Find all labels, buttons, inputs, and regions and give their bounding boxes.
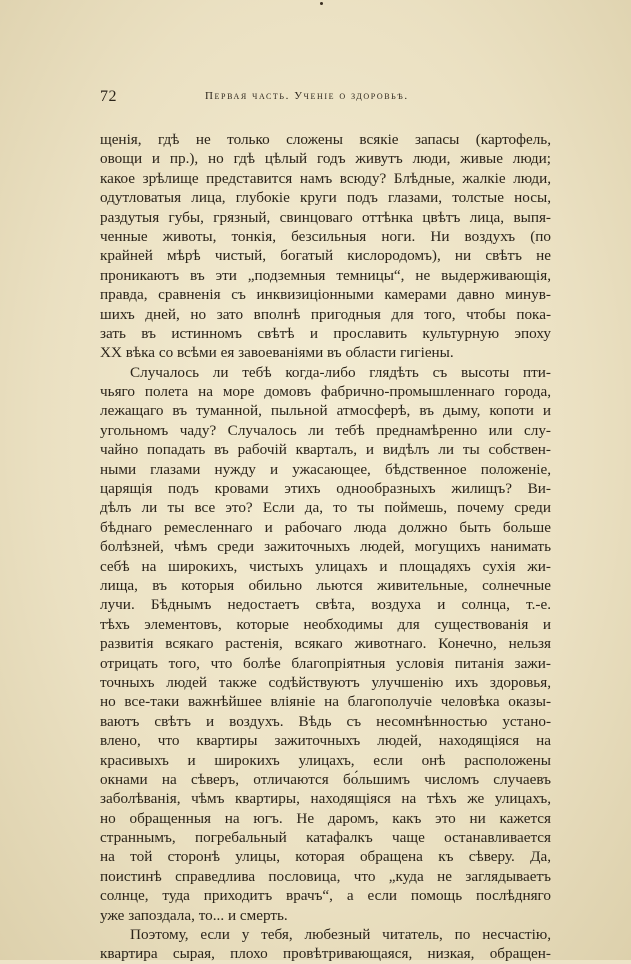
text-line: тѣхъ элементовъ, которые необходимы для существованія и	[100, 615, 551, 633]
text-line: но обращенныя на югъ. Не даромъ, какъ это ни кажется	[100, 809, 551, 827]
running-head: Первая часть. Ученіе о здоровьѣ.	[205, 90, 409, 102]
body-text	[100, 130, 551, 964]
text-line: шихъ дней, но зато вполнѣ пригодныя для того, чтобы пока-	[100, 305, 551, 323]
text-line: чайно попадать въ рабочій кварталъ, и видѣлъ ли ты собствен-	[100, 441, 551, 459]
text-line: лежащаго въ туманной, пыльной атмосферѣ, въ дыму, копоти и	[100, 402, 551, 420]
text-line: Случалось ли тебѣ когда-либо глядѣть съ высоты пти-	[130, 363, 551, 381]
text-line: зать въ истинномъ свѣтѣ и прославить культурную эпоху	[100, 324, 551, 342]
text-line: но все-таки важнѣйшее вліяніе на благополучіе человѣка оказы-	[100, 693, 551, 711]
text-line: угольномъ чаду? Случалось ли тебѣ преднамѣренно или слу-	[100, 421, 551, 439]
text-line: на той сторонѣ улицы, которая обращена къ сѣверу. Да,	[100, 848, 551, 866]
text-line: отрицать того, что болѣе благопріятныя условія питанія зажи-	[100, 654, 551, 672]
page-number: 72	[100, 88, 117, 105]
text-line: дѣлъ ли ты все это? Если да, то ты поймешь, почему среди	[100, 499, 551, 517]
text-line: овощи и пр.), но гдѣ цѣлый годъ живутъ люди, живые люди;	[100, 150, 551, 168]
text-line: поистинѣ справедлива пословица, что „куда не заглядываетъ	[100, 867, 551, 885]
text-line: развитія всякаго растенія, всякаго животнаго. Конечно, нельзя	[100, 635, 551, 653]
text-line: чьяго полета на море домовъ фабрично-промышленнаго города,	[100, 383, 551, 401]
text-line: правда, сравненія съ инквизиціонными камерами давно минув-	[100, 286, 551, 304]
text-line: какое зрѣлище представится намъ всюду? Блѣдные, жалкіе люди,	[100, 169, 551, 187]
ink-speck	[320, 2, 323, 5]
text-line: солнце, туда приходитъ врачъ“, а если помощь послѣдняго	[100, 887, 551, 905]
text-line: раздутыя губы, грязный, свинцоваго оттѣнка цвѣтъ лица, выпя-	[100, 208, 551, 226]
text-line: крайней мѣрѣ чистый, богатый кислородомъ), ни свѣтъ не	[100, 247, 551, 265]
text-line: заболѣванія, чѣмъ квартиры, находящіяся на тѣхъ же улицахъ,	[100, 790, 551, 808]
text-line: страннымъ, погребальный катафалкъ чаще останавливается	[100, 829, 551, 847]
text-line: Поэтому, если у тебя, любезный читатель, по несчастію,	[130, 926, 551, 944]
text-line: ваютъ свѣтъ и воздухъ. Вѣдь съ несомнѣнностью устано-	[100, 712, 551, 730]
text-line: квартира сырая, плохо провѣтривающаяся, низкая, обращен-	[100, 945, 551, 963]
text-line: себѣ на широкихъ, чистыхъ улицахъ и площадяхъ сухія жи-	[100, 557, 551, 575]
text-line: болѣзней, чѣмъ среди зажиточныхъ людей, могущихъ нанимать	[100, 538, 551, 556]
text-line: бѣднаго ремесленнаго и рабочаго люда должно быть больше	[100, 518, 551, 536]
page-header	[100, 88, 550, 108]
text-line: уже запоздала, то... и смерть.	[100, 906, 288, 924]
text-line: влено, что квартиры зажиточныхъ людей, находящіяся на	[100, 732, 551, 750]
text-line: ными глазами нужду и ужасающее, бѣдственное положеніе,	[100, 460, 551, 478]
text-line: ченные животы, тонкія, безсильныя ноги. Ни воздухъ (по	[100, 227, 551, 245]
text-line: точныхъ людей также содѣйствуютъ улучшенію ихъ здоровья,	[100, 673, 551, 691]
text-line: царящія подъ кровами этихъ однообразныхъ жилищъ? Ви-	[100, 480, 551, 498]
text-line: окнами на сѣверъ, отличаются бо́льшимъ числомъ случаевъ	[100, 770, 551, 788]
text-line: лища, въ которыя обильно льются живительные, солнечные	[100, 576, 551, 594]
text-line: красивыхъ и широкихъ улицахъ, если онѣ расположены	[100, 751, 551, 769]
text-line: проникаютъ въ эти „подземныя темницы“, не выдерживающія,	[100, 266, 551, 284]
text-line: одутловатыя лица, глубокіе круги подъ глазами, толстые носы,	[100, 189, 551, 207]
text-line: лучи. Бѣднымъ недостаетъ свѣта, воздуха и солнца, т.-е.	[100, 596, 551, 614]
text-line: XX вѣка со всѣми ея завоеваніями въ области гигіены.	[100, 344, 454, 362]
text-line: щенія, гдѣ не только сложены всякіе запасы (картофель,	[100, 131, 551, 148]
